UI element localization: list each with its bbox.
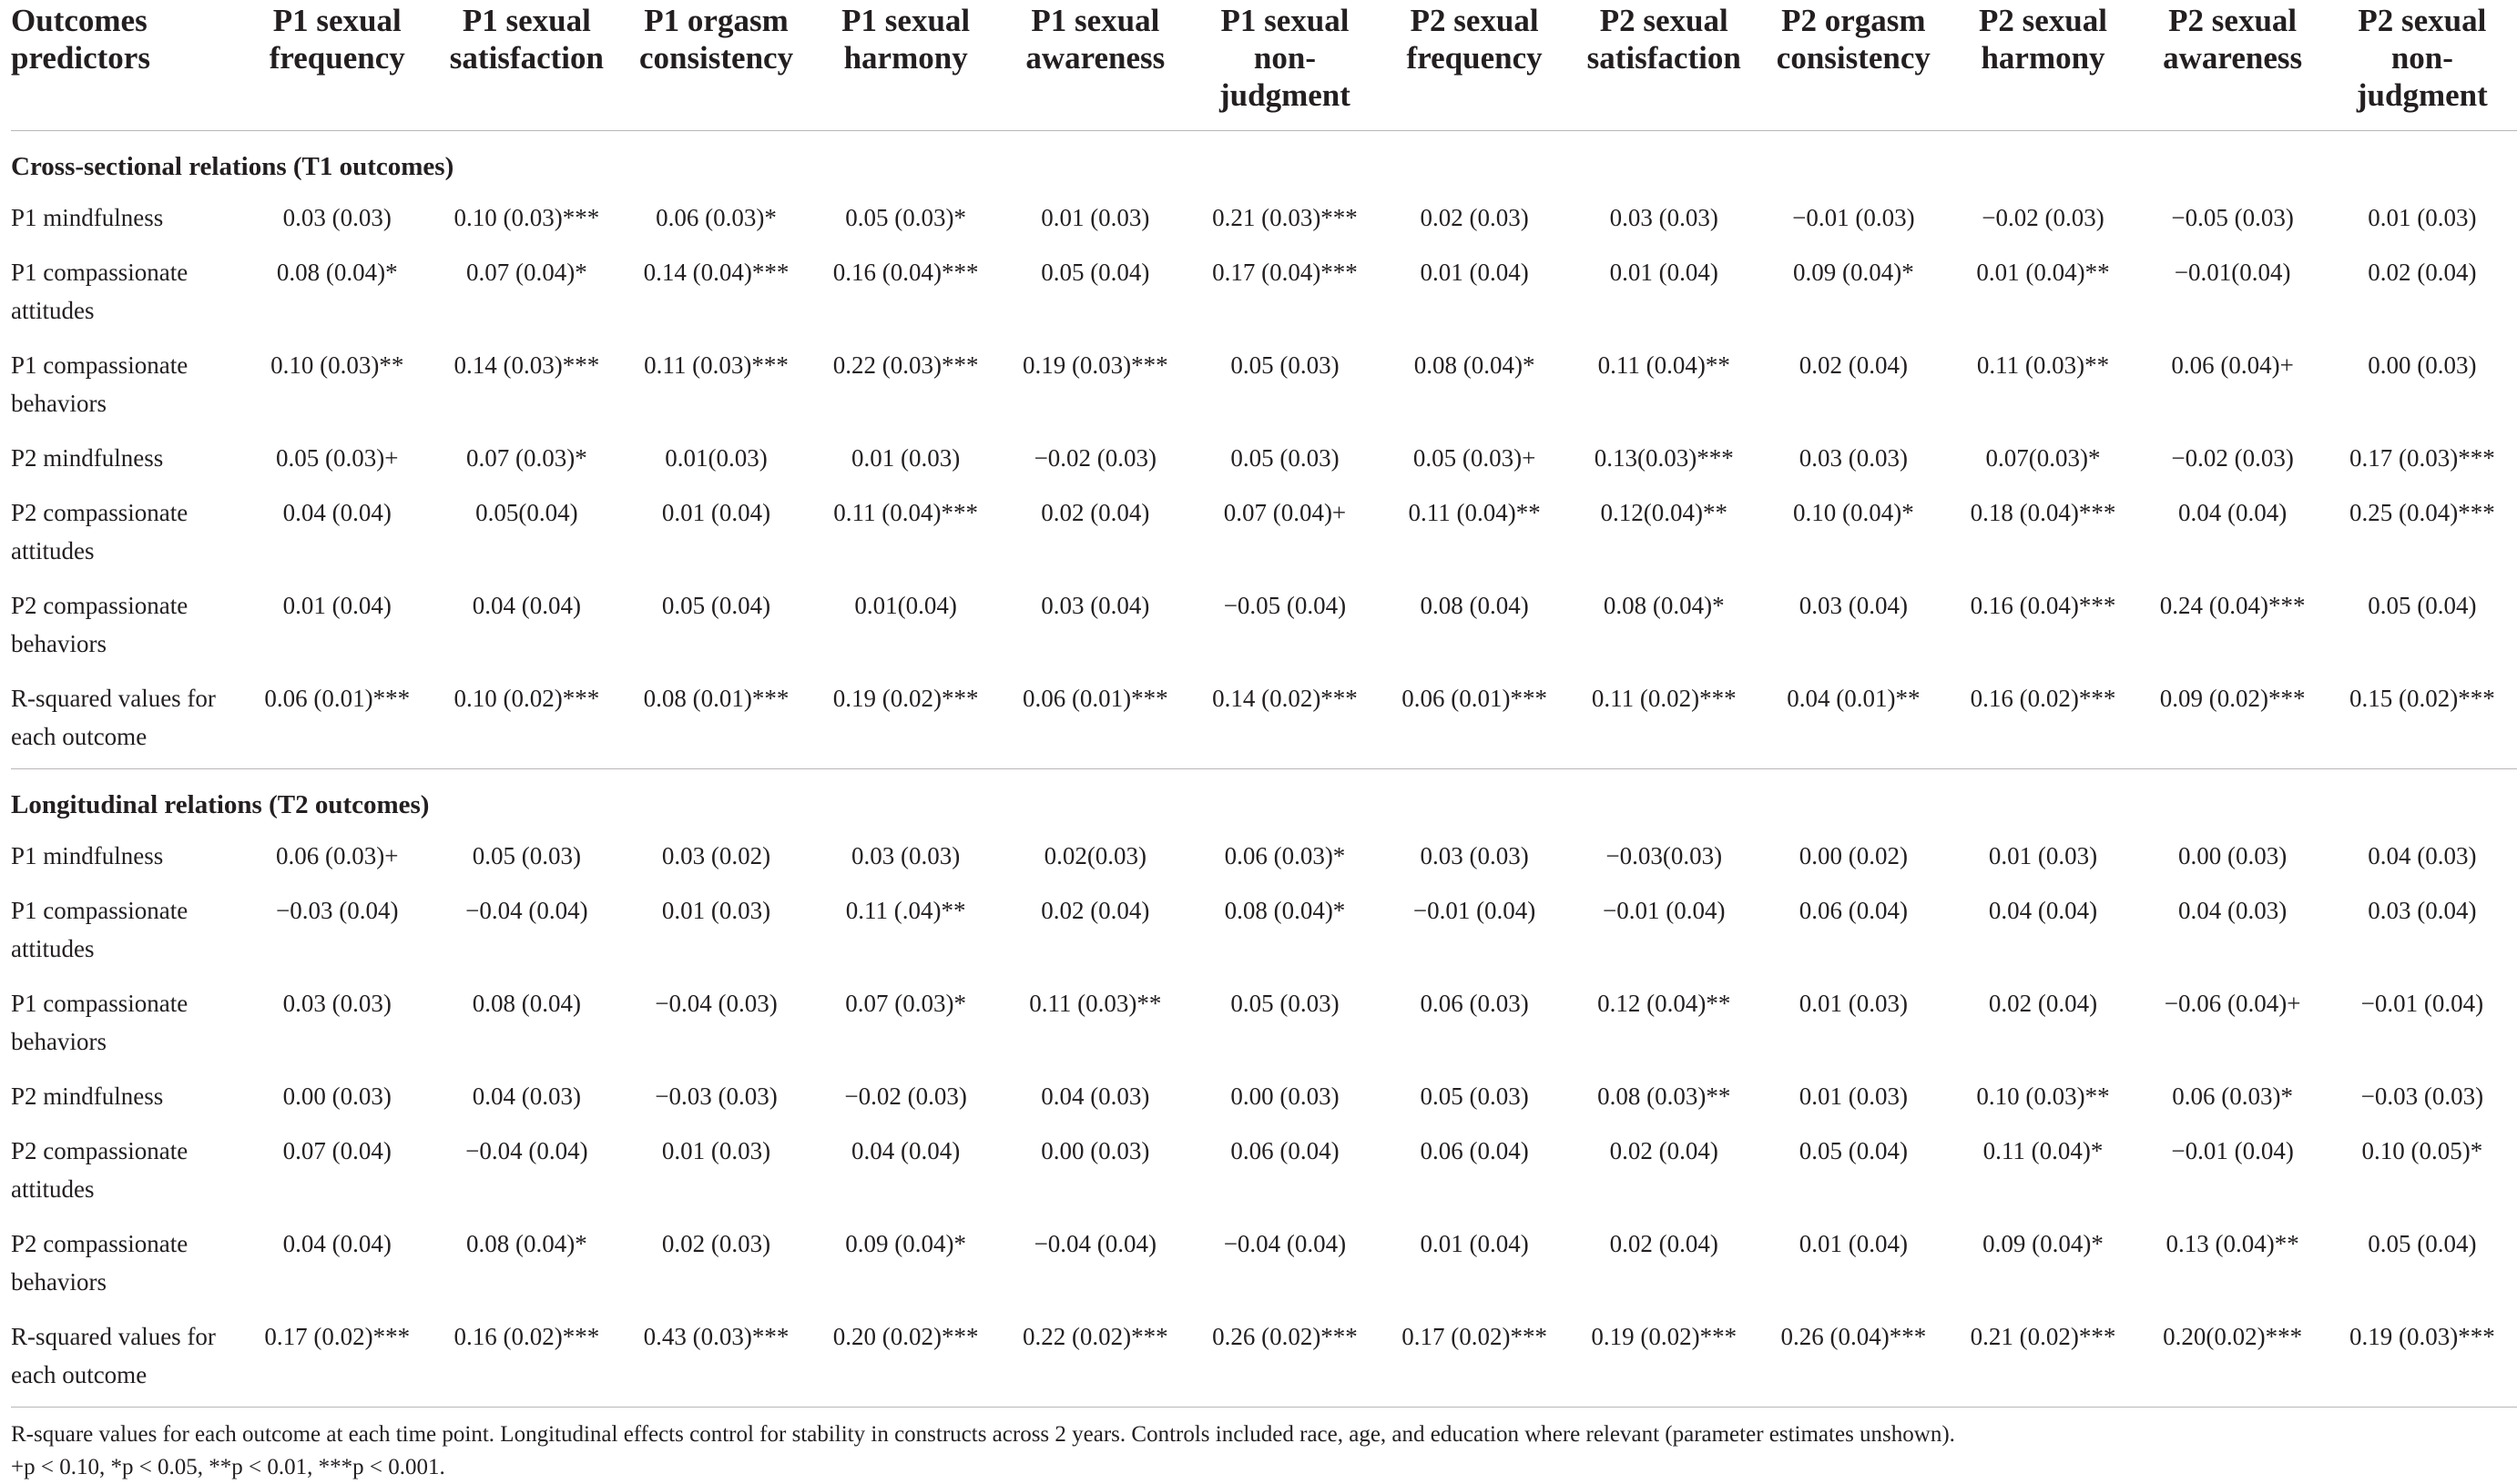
table-cell: −0.01 (0.03) [1792,204,1915,231]
table-cell: 0.25 (0.04)*** [2349,499,2495,526]
table-row [11,884,2517,977]
table-cell: 0.11 (0.02)*** [1569,672,1758,769]
table-cell: −0.01 (0.04) [2171,1137,2294,1164]
column-header: Outcomes predictors [11,0,242,131]
table-cell: 0.06 (0.03) [1420,990,1529,1017]
column-header: P1 sexual harmony [811,0,1001,131]
table-cell: 0.10 (0.02)*** [432,672,621,769]
table-cell: 0.05 (0.03)* [845,204,967,231]
table-cell: 0.05 (0.03) [1230,444,1340,472]
table-cell: 0.03 (0.03) [1799,444,1908,472]
table-cell: 0.08 (0.04) [472,990,581,1017]
row-label: P2 compassionate attitudes [11,1137,189,1203]
table-cell: 0.20(0.02)*** [2138,1310,2328,1408]
table-row [11,579,2517,672]
row-label: P1 compassionate behaviors [11,351,189,417]
table-cell: 0.11 (.04)** [845,897,966,924]
table-cell: 0.01 (0.03) [851,444,961,472]
table-cell: 0.22 (0.02)*** [1001,1310,1190,1408]
table-cell: 0.05 (0.04) [2368,592,2477,619]
table-cell: 0.07 (0.03)* [466,444,587,472]
table-footnote [11,1418,2506,1484]
table-cell: 0.03 (0.04) [1799,592,1908,619]
row-label: P1 compassionate attitudes [11,259,189,324]
table-cell: 0.11 (0.04)** [1597,351,1730,379]
table-row [11,1124,2517,1217]
table-cell: 0.01 (0.03) [1799,990,1908,1017]
table-cell: 0.14 (0.04)*** [643,259,790,286]
column-header: P1 sexual non-judgment [1190,0,1380,131]
table-cell: 0.02 (0.03) [1420,204,1529,231]
table-cell: 0.01 (0.03) [1041,204,1150,231]
table-cell: 0.04 (0.04) [282,499,392,526]
section-header-row [11,769,2517,830]
table-cell: 0.06 (0.04) [1420,1137,1529,1164]
table-cell: −0.03 (0.04) [276,897,399,924]
header-row [11,0,2517,131]
table-cell: 0.06 (0.03)* [1224,842,1346,869]
table-cell: 0.14 (0.03)*** [453,351,600,379]
table-cell: 0.02 (0.04) [1609,1137,1718,1164]
table-row [11,829,2517,884]
table-cell: 0.01 (0.04) [1609,259,1718,286]
column-header: P1 sexual satisfaction [432,0,621,131]
table-row [11,246,2517,339]
table-cell: −0.04 (0.03) [655,990,778,1017]
table-cell: 0.04 (0.04) [851,1137,961,1164]
table-cell: 0.08 (0.04)* [466,1230,587,1257]
footnote-line: R-square values for each outcome at each time point. Longitudinal effects control for stability in constructs across 2 years. Controls included race, age, and education where relevant (parameter estimates unshown). [11,1422,1955,1447]
table-cell: 0.05 (0.03) [472,842,581,869]
table-cell: 0.01 (0.04)** [1976,259,2110,286]
table-row [11,486,2517,579]
table-row [11,977,2517,1070]
table-cell: −0.01 (0.04) [2360,990,2484,1017]
table-cell: 0.22 (0.03)*** [832,351,979,379]
table-cell: 0.05(0.04) [475,499,578,526]
table-cell: 0.06 (0.03)* [656,204,777,231]
table-cell: 0.09 (0.02)*** [2138,672,2328,769]
row-label: P2 mindfulness [11,444,164,472]
table-cell: 0.01(0.03) [665,444,768,472]
table-cell: 0.06 (0.01)*** [1001,672,1190,769]
table-row [11,1310,2517,1408]
table-cell: 0.01 (0.04) [282,592,392,619]
column-header: P2 sexual satisfaction [1569,0,1758,131]
table-cell: 0.24 (0.04)*** [2159,592,2306,619]
significance-legend: +p < 0.10, *p < 0.05, **p < 0.01, ***p < 0.001. [11,1455,445,1479]
row-label: P1 mindfulness [11,204,164,231]
table-cell: 0.26 (0.02)*** [1190,1310,1380,1408]
column-header: P2 sexual non-judgment [2328,0,2517,131]
table-cell: 0.11 (0.04)* [1982,1137,2104,1164]
row-label: P1 compassionate attitudes [11,897,189,962]
table-cell: 0.08 (0.04)* [1603,592,1725,619]
table-cell: −0.03(0.03) [1605,842,1723,869]
table-cell: 0.04 (0.03) [2178,897,2288,924]
table-cell: −0.04 (0.04) [1223,1230,1347,1257]
table-cell: 0.19 (0.02)*** [1569,1310,1758,1408]
table-row [11,1217,2517,1310]
row-label: P2 mindfulness [11,1083,164,1110]
table-cell: 0.01 (0.04) [661,499,771,526]
table-cell: −0.01(0.04) [2174,259,2291,286]
table-cell: −0.04 (0.04) [465,897,588,924]
table-cell: 0.19 (0.02)*** [811,672,1001,769]
table-cell: 0.02 (0.04) [1609,1230,1718,1257]
table-cell: 0.00 (0.03) [282,1083,392,1110]
table-cell: 0.05 (0.03) [1420,1083,1529,1110]
table-cell: 0.13 (0.04)** [2165,1230,2299,1257]
column-header: P2 orgasm consistency [1758,0,1948,131]
table-cell: 0.07(0.03)* [1985,444,2101,472]
table-row [11,191,2517,246]
table-cell: 0.17 (0.02)*** [1380,1310,1569,1408]
table-cell: 0.02(0.03) [1044,842,1147,869]
table-cell: 0.05 (0.03) [1230,351,1340,379]
table-cell: −0.06 (0.04)+ [2164,990,2301,1017]
table-cell: 0.04 (0.03) [2368,842,2477,869]
column-header: P1 sexual awareness [1001,0,1190,131]
row-label: R-squared values for each outcome [11,1310,242,1408]
section-title: Cross-sectional relations (T1 outcomes) [11,152,454,181]
table-cell: 0.19 (0.03)*** [1022,351,1168,379]
column-header: P1 orgasm consistency [621,0,810,131]
table-cell: 0.16 (0.04)*** [1970,592,2116,619]
table-cell: −0.03 (0.03) [2360,1083,2484,1110]
table-cell: 0.02 (0.04) [1799,351,1908,379]
table-cell: 0.07 (0.04) [282,1137,392,1164]
table-cell: −0.04 (0.04) [1034,1230,1157,1257]
row-label: P2 compassionate behaviors [11,592,189,657]
table-cell: 0.00 (0.02) [1799,842,1908,869]
table-cell: 0.01 (0.03) [1988,842,2098,869]
table-cell: 0.10 (0.05)* [2361,1137,2483,1164]
table-cell: 0.00 (0.03) [1230,1083,1340,1110]
column-header: P2 sexual frequency [1380,0,1569,131]
table-cell: 0.05 (0.03) [1230,990,1340,1017]
table-cell: 0.04 (0.04) [1988,897,2098,924]
row-label: P2 compassionate attitudes [11,499,189,564]
row-label: P1 compassionate behaviors [11,990,189,1055]
table-cell: 0.06 (0.04) [1799,897,1908,924]
table-cell: 0.11 (0.04)** [1408,499,1541,526]
table-cell: 0.14 (0.02)*** [1190,672,1380,769]
table-cell: −0.05 (0.03) [2171,204,2294,231]
table-cell: 0.11 (0.03)** [1976,351,2110,379]
row-label: R-squared values for each outcome [11,672,242,769]
table-cell: 0.16 (0.02)*** [1948,672,2137,769]
table-cell: 0.01 (0.03) [2368,204,2477,231]
table-cell: −0.04 (0.04) [465,1137,588,1164]
table-cell: 0.10 (0.03)*** [453,204,600,231]
column-header: P2 sexual awareness [2138,0,2328,131]
table-cell: 0.06 (0.01)*** [1380,672,1569,769]
table-cell: 0.05 (0.04) [1799,1137,1908,1164]
table-cell: 0.26 (0.04)*** [1758,1310,1948,1408]
row-label: P1 mindfulness [11,842,164,869]
table-cell: 0.05 (0.03)+ [276,444,399,472]
table-cell: −0.02 (0.03) [1034,444,1157,472]
table-cell: −0.02 (0.03) [844,1083,967,1110]
table-header [11,0,2517,131]
table-cell: 0.06 (0.01)*** [242,672,432,769]
table-cell: 0.07 (0.03)* [845,990,967,1017]
column-header: P1 sexual frequency [242,0,432,131]
table-cell: 0.04 (0.01)** [1758,672,1948,769]
table-cell: 0.21 (0.03)*** [1212,204,1358,231]
table-cell: 0.00 (0.03) [1041,1137,1150,1164]
table-cell: 0.03 (0.03) [1609,204,1718,231]
table-cell: 0.08 (0.03)** [1597,1083,1731,1110]
table-cell: 0.02 (0.04) [1041,499,1150,526]
table-cell: −0.01 (0.04) [1412,897,1536,924]
table-cell: 0.10 (0.03)** [270,351,404,379]
table-cell: 0.01 (0.04) [1420,259,1529,286]
table-cell: 0.03 (0.03) [851,842,961,869]
table-cell: −0.05 (0.04) [1223,592,1347,619]
table-cell: −0.02 (0.03) [1982,204,2104,231]
table-cell: 0.05 (0.03)+ [1412,444,1536,472]
table-cell: 0.04 (0.04) [472,592,581,619]
table-cell: 0.17 (0.04)*** [1212,259,1358,286]
table-cell: 0.13(0.03)*** [1594,444,1734,472]
table-cell: 0.01 (0.04) [1420,1230,1529,1257]
table-cell: 0.03 (0.03) [282,990,392,1017]
table-cell: 0.04 (0.04) [282,1230,392,1257]
table-cell: 0.11 (0.03)*** [644,351,789,379]
table-cell: 0.17 (0.02)*** [242,1310,432,1408]
table-cell: 0.07 (0.04)* [466,259,587,286]
table-cell: 0.08 (0.04) [1420,592,1529,619]
table-cell: 0.08 (0.01)*** [621,672,810,769]
table-cell: 0.03 (0.02) [661,842,771,869]
table-cell: 0.04 (0.03) [472,1083,581,1110]
table-row [11,1070,2517,1124]
table-cell: 0.06 (0.03)+ [276,842,399,869]
table-cell: 0.10 (0.04)* [1793,499,1914,526]
table-cell: 0.19 (0.03)*** [2328,1310,2517,1408]
table-cell: 0.18 (0.04)*** [1970,499,2116,526]
table-cell: 0.15 (0.02)*** [2328,672,2517,769]
table-cell: 0.16 (0.04)*** [832,259,979,286]
table-cell: 0.03 (0.04) [1041,592,1150,619]
table-row [11,672,2517,769]
column-header: P2 sexual harmony [1948,0,2137,131]
table-cell: 0.01(0.04) [854,592,957,619]
table-cell: 0.06 (0.04)+ [2171,351,2294,379]
table-cell: 0.11 (0.04)*** [833,499,979,526]
table-cell: 0.06 (0.04) [1230,1137,1340,1164]
table-cell: 0.05 (0.04) [1041,259,1150,286]
table-cell: 0.04 (0.03) [1041,1083,1150,1110]
table-cell: 0.03 (0.03) [282,204,392,231]
table-cell: 0.08 (0.04)* [1224,897,1346,924]
row-label: P2 compassionate behaviors [11,1230,189,1296]
table-cell: 0.01 (0.03) [661,897,771,924]
table-cell: 0.16 (0.02)*** [432,1310,621,1408]
table-cell: 0.05 (0.04) [2368,1230,2477,1257]
table-cell: 0.02 (0.04) [1988,990,2098,1017]
section-header-row [11,131,2517,192]
table-cell: 0.43 (0.03)*** [621,1310,810,1408]
table-cell: 0.08 (0.04)* [1413,351,1535,379]
table-row [11,339,2517,432]
table-cell: 0.01 (0.03) [1799,1083,1908,1110]
table-cell: 0.08 (0.04)* [276,259,398,286]
table-body [11,131,2517,1408]
table-cell: 0.09 (0.04)* [845,1230,967,1257]
table-cell: 0.21 (0.02)*** [1948,1310,2137,1408]
table-cell: 0.09 (0.04)* [1982,1230,2104,1257]
table-cell: 0.11 (0.03)** [1029,990,1162,1017]
table-cell: 0.03 (0.03) [1420,842,1529,869]
table-cell: −0.03 (0.03) [655,1083,778,1110]
table-cell: 0.07 (0.04)+ [1223,499,1347,526]
table-cell: 0.00 (0.03) [2368,351,2477,379]
section-title: Longitudinal relations (T2 outcomes) [11,790,430,819]
table-cell: 0.17 (0.03)*** [2349,444,2495,472]
table-cell: −0.01 (0.04) [1602,897,1726,924]
table-cell: 0.05 (0.04) [661,592,771,619]
table-cell: −0.02 (0.03) [2171,444,2294,472]
table-cell: 0.03 (0.04) [2368,897,2477,924]
table-cell: 0.01 (0.03) [661,1137,771,1164]
table-cell: 0.02 (0.04) [2368,259,2477,286]
table-cell: 0.20 (0.02)*** [811,1310,1001,1408]
results-table [11,0,2517,1408]
table-cell: 0.02 (0.04) [1041,897,1150,924]
table-row [11,432,2517,486]
table-cell: 0.02 (0.03) [661,1230,771,1257]
table-cell: 0.01 (0.04) [1799,1230,1908,1257]
table-cell: 0.09 (0.04)* [1793,259,1914,286]
table-cell: 0.00 (0.03) [2178,842,2288,869]
table-cell: 0.10 (0.03)** [1976,1083,2110,1110]
table-cell: 0.04 (0.04) [2178,499,2288,526]
table-cell: 0.12(0.04)** [1600,499,1727,526]
table-cell: 0.06 (0.03)* [2172,1083,2294,1110]
table-cell: 0.12 (0.04)** [1597,990,1731,1017]
